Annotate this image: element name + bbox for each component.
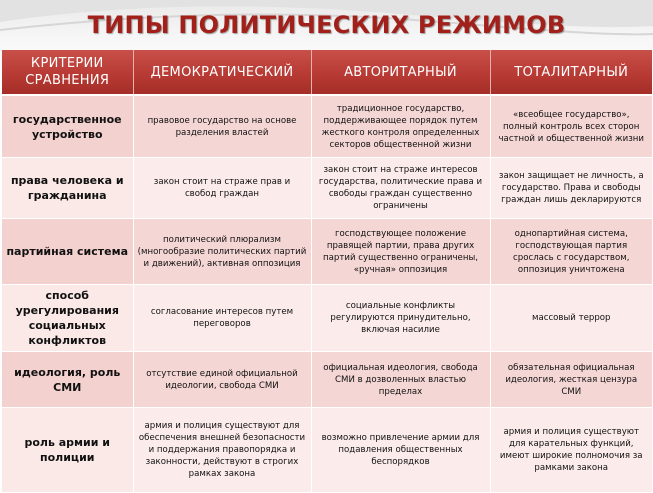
header-democratic: ДЕМОКРАТИЧЕСКИЙ <box>133 50 311 95</box>
header-authoritarian: АВТОРИТАРНЫЙ <box>311 50 490 95</box>
authoritarian-cell: социальные конфликты регулируются принудительно, включая насилие <box>311 285 490 352</box>
table-row <box>2 219 652 285</box>
authoritarian-cell: традиционное государство, поддерживающее порядок путем жесткого контроля определенных секторов общественной жизни <box>311 95 490 158</box>
authoritarian-cell: господствующее положение правящей партии, права других партий существенно ограничены, «ручная» оппозиция <box>311 219 490 285</box>
table-row <box>2 158 652 219</box>
democratic-cell: отсутствие единой официальной идеологии, свобода СМИ <box>133 352 311 408</box>
table-row <box>2 408 652 493</box>
criterion-cell: роль армии и полиции <box>2 408 133 493</box>
totalitarian-cell: обязательная официальная идеология, жесткая цензура СМИ <box>490 352 652 408</box>
criterion-cell: государственное устройство <box>2 95 133 158</box>
criterion-cell: права человека и гражданина <box>2 158 133 219</box>
democratic-cell: закон стоит на страже прав и свобод граждан <box>133 158 311 219</box>
democratic-cell: согласование интересов путем переговоров <box>133 285 311 352</box>
democratic-cell: армия и полиция существуют для обеспечения внешней безопасности и поддержания правопорядка и законности, действуют в строгих рамках закона <box>133 408 311 493</box>
totalitarian-cell: закон защищает не личность, а государство. Права и свободы граждан лишь декларируются <box>490 158 652 219</box>
header-criteria: КРИТЕРИИ СРАВНЕНИЯ <box>2 50 133 95</box>
totalitarian-cell: «всеобщее государство», полный контроль всех сторон частной и общественной жизни <box>490 95 652 158</box>
criterion-cell: идеология, роль СМИ <box>2 352 133 408</box>
criterion-cell: партийная система <box>2 219 133 285</box>
authoritarian-cell: закон стоит на страже интересов государства, политические права и свободы граждан существенно ограничены <box>311 158 490 219</box>
table-row <box>2 95 652 158</box>
totalitarian-cell: однопартийная система, господствующая партия срослась с государством, оппозиция уничтожена <box>490 219 652 285</box>
criterion-cell: способ урегулирования социальных конфликтов <box>2 285 133 352</box>
democratic-cell: правовое государство на основе разделения властей <box>133 95 311 158</box>
totalitarian-cell: массовый террор <box>490 285 652 352</box>
authoritarian-cell: возможно привлечение армии для подавления общественных беспорядков <box>311 408 490 493</box>
authoritarian-cell: официальная идеология, свобода СМИ в дозволенных властью пределах <box>311 352 490 408</box>
regimes-comparison-table <box>2 50 652 493</box>
table-header-row <box>2 50 652 95</box>
header-totalitarian: ТОТАЛИТАРНЫЙ <box>490 50 652 95</box>
table-row <box>2 285 652 352</box>
slide-title: ТИПЫ ПОЛИТИЧЕСКИХ РЕЖИМОВ <box>87 11 566 39</box>
totalitarian-cell: армия и полиция существуют для карательных функций, имеют широкие полномочия за рамками закона <box>490 408 652 493</box>
democratic-cell: политический плюрализм (многообразие политических партий и движений), активная оппозиция <box>133 219 311 285</box>
table-row <box>2 352 652 408</box>
